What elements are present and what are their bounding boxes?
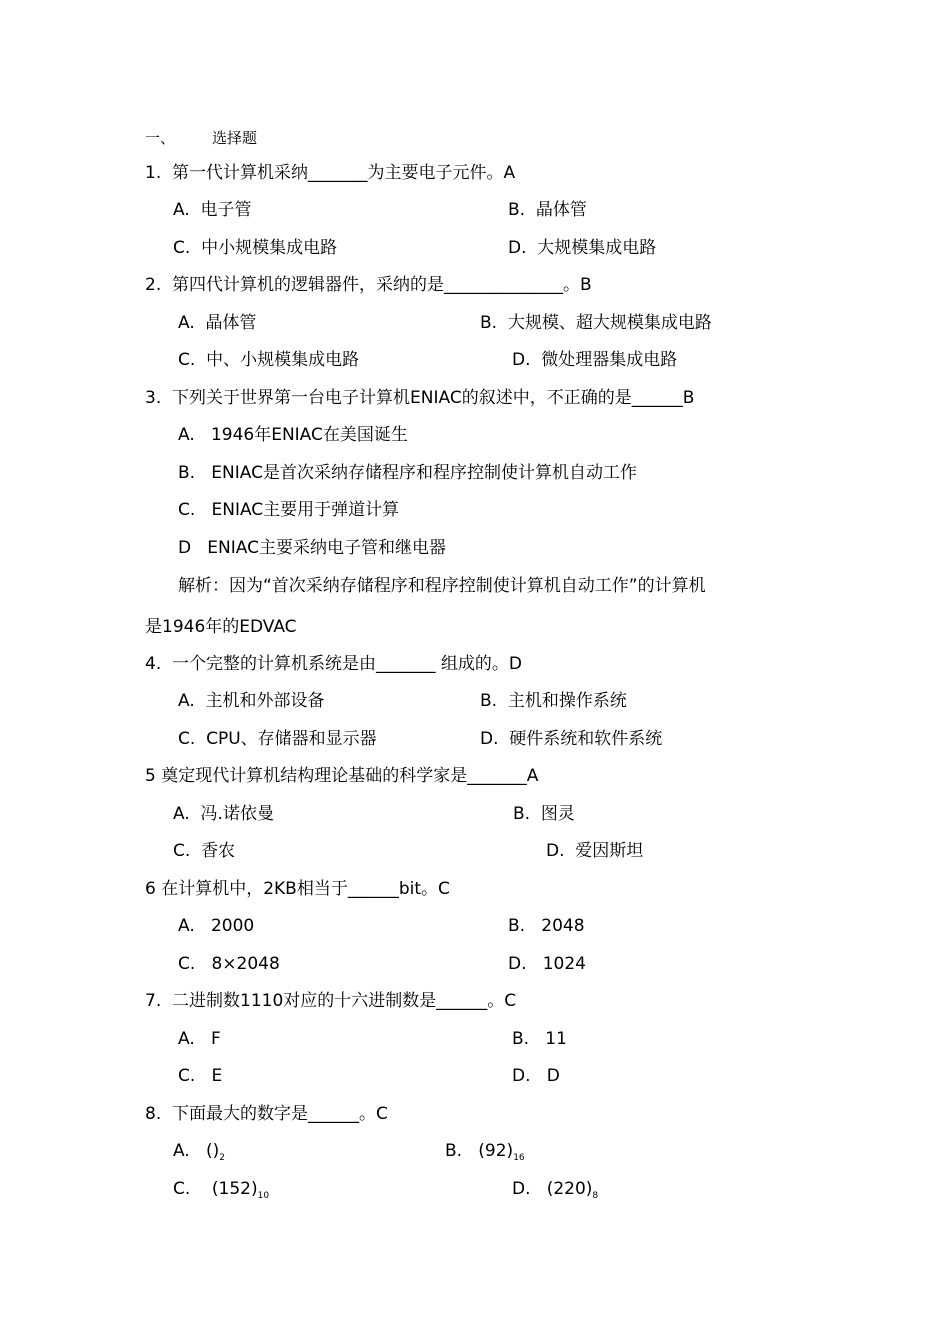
- question-4-option-c: C. CPU、存储器和显示器: [178, 729, 377, 749]
- question-7-stem: 7. 二进制数1110对应的十六进制数是______。C: [145, 991, 517, 1011]
- question-3-option-c: C. ENIAC主要用于弹道计算: [178, 500, 400, 520]
- option-b-base: 16: [513, 1153, 525, 1163]
- question-1-option-d: D. 大规模集成电路: [508, 238, 657, 258]
- question-1-option-c: C. 中小规模集成电路: [173, 238, 338, 258]
- option-b-value: B. (92): [445, 1141, 514, 1161]
- question-5-option-a: A. 冯.诺依曼: [173, 804, 274, 824]
- question-2-option-b: B. 大规模、超大规模集成电路: [480, 313, 712, 333]
- question-5-option-c: C. 香农: [173, 841, 236, 861]
- question-1-option-b: B. 晶体管: [508, 200, 587, 220]
- question-8-option-b: [445, 1140, 525, 1169]
- question-6-option-c: C. 8×2048: [178, 954, 280, 974]
- question-2-stem: 2. 第四代计算机的逻辑器件，采纳的是______________。B: [145, 275, 592, 295]
- question-4-option-a: A. 主机和外部设备: [178, 691, 325, 711]
- option-c-value: C. (152): [173, 1179, 258, 1199]
- question-6-stem: 6 在计算机中，2KB相当于______bit。C: [145, 879, 450, 899]
- section-title: 选择题: [212, 129, 258, 147]
- question-6-option-b: B. 2048: [508, 916, 585, 936]
- question-5-option-d: D. 爱因斯坦: [546, 841, 644, 861]
- section-number: 一、: [145, 129, 176, 147]
- option-c-base: 10: [257, 1191, 270, 1201]
- question-3-analysis-continued: 是1946年的EDVAC: [145, 617, 297, 637]
- option-a-base: 2: [219, 1153, 225, 1163]
- question-8-stem: 8. 下面最大的数字是______。C: [145, 1104, 388, 1124]
- question-1-stem: 1. 第一代计算机采纳_______为主要电子元件。A: [145, 163, 516, 183]
- question-1-option-a: A. 电子管: [173, 200, 252, 220]
- question-7-option-b: B. 11: [512, 1029, 567, 1049]
- question-7-option-a: A. F: [178, 1029, 221, 1049]
- question-5-stem: 5 奠定现代计算机结构理论基础的科学家是_______A: [145, 766, 539, 786]
- question-2-option-c: C. 中、小规模集成电路: [178, 350, 360, 370]
- question-5-option-b: B. 图灵: [513, 804, 575, 824]
- question-2-option-d: D. 微处理器集成电路: [512, 350, 678, 370]
- question-4-stem: 4. 一个完整的计算机系统是由_______ 组成的。D: [145, 654, 523, 674]
- option-a-value: A. (): [173, 1141, 220, 1161]
- option-d-value: D. (220): [512, 1179, 593, 1199]
- question-3-stem: 3. 下列关于世界第一台电子计算机ENIAC的叙述中，不正确的是______B: [145, 388, 695, 408]
- question-3-option-a: A. 1946年ENIAC在美国诞生: [178, 425, 408, 445]
- question-8-option-a: [173, 1140, 225, 1169]
- question-7-option-d: D. D: [512, 1066, 560, 1086]
- question-2-option-a: A. 晶体管: [178, 313, 257, 333]
- question-4-option-b: B. 主机和操作系统: [480, 691, 627, 711]
- question-8-option-d: [512, 1178, 598, 1207]
- question-3-analysis: 解析：因为“首次采纳存储程序和程序控制使计算机自动工作”的计算机: [178, 576, 706, 596]
- question-6-option-a: A. 2000: [178, 916, 255, 936]
- question-7-option-c: C. E: [178, 1066, 223, 1086]
- question-3-option-d: D ENIAC主要采纳电子管和继电器: [178, 538, 446, 558]
- option-d-base: 8: [592, 1191, 599, 1201]
- question-4-option-d: D. 硬件系统和软件系统: [480, 729, 663, 749]
- question-3-option-b: B. ENIAC是首次采纳存储程序和程序控制使计算机自动工作: [178, 463, 637, 483]
- question-6-option-d: D. 1024: [508, 954, 586, 974]
- question-8-option-c: [173, 1178, 269, 1207]
